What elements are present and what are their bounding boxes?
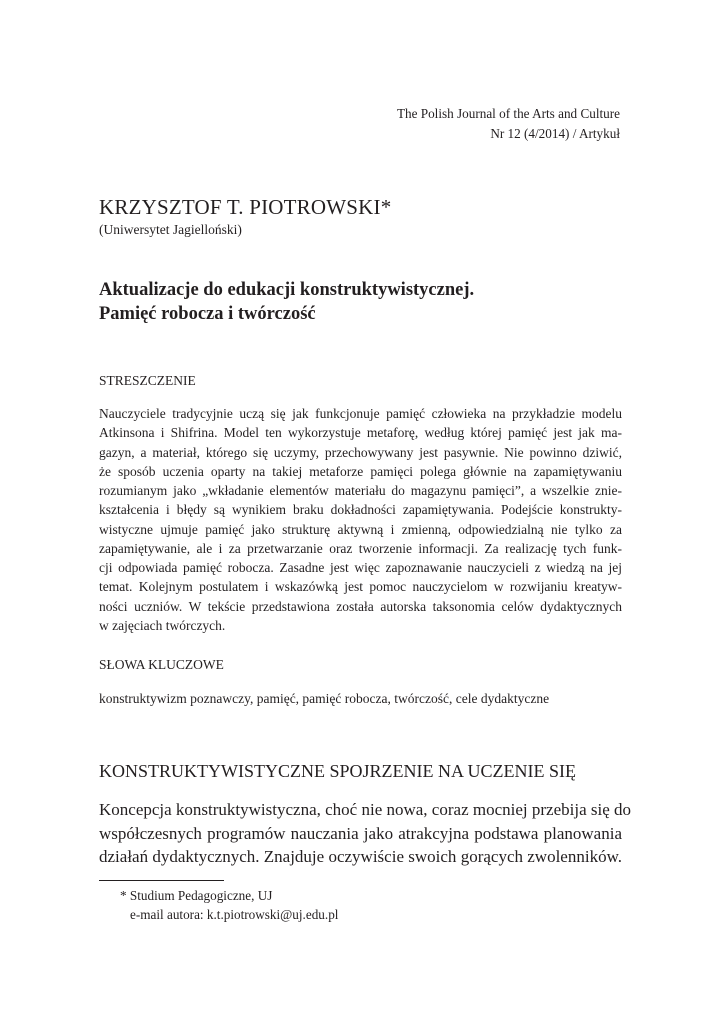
abstract-line: rozumianym jako „wkładanie elementów materiału do magazynu pamięci”, a wszelkie znie- (99, 483, 622, 498)
section-heading: KONSTRUKTYWISTYCZNE SPOJRZENIE NA UCZENIE SIĘ (99, 761, 576, 781)
abstract-line: Atkinsona i Shifrina. Model ten wykorzystuje metaforę, według której pamięć jest jak ma- (99, 425, 622, 441)
title-line: Pamięć robocza i twórczość (99, 304, 316, 324)
footnote-email: e-mail autora: k.t.piotrowski@uj.edu.pl (130, 907, 339, 922)
body-line: Koncepcja konstruktywistyczna, choć nie nowa, coraz mocniej przebija się do (99, 800, 631, 819)
title-line: Aktualizacje do edukacji konstruktywistycznej. (99, 280, 475, 300)
article-title (99, 278, 619, 326)
abstract-text (99, 404, 622, 635)
body-line: współczesnych programów nauczania jako atrakcyjna podstawa planowania (99, 823, 622, 843)
issue-info: Nr 12 (4/2014) / Artykuł (490, 126, 620, 141)
body-line: działań dydaktycznych. Znajduje oczywiście swoich gorących zwolenników. (99, 847, 622, 866)
abstract-line: gazyn, a materiał, którego się uczymy, przechowywany jest pasywnie. Nie powinno dziwić, (99, 444, 622, 460)
abstract-line: zapamiętywanie, ale i za przetwarzanie oraz tworzenie informacji. Za realizację tych funk- (99, 540, 622, 556)
running-header (397, 104, 620, 144)
footnote-divider (99, 880, 224, 881)
abstract-line: cji odpowiada pamięć robocza. Zasadne jest więc zapoznawanie nauczycieli z wiedzą na jej (99, 560, 622, 575)
author-affiliation: (Uniwersytet Jagielloński) (99, 222, 242, 237)
abstract-line: wistyczne ujmuje pamięć jako strukturę aktywną i zmienną, odpowiedzialną nie tylko za (99, 521, 622, 537)
abstract-line: w zajęciach twórczych. (99, 617, 226, 633)
keywords-text: konstruktywizm poznawczy, pamięć, pamięć robocza, twórczość, cele dydaktyczne (99, 691, 550, 706)
abstract-line: temat. Kolejnym postulatem i wskazówką jest pomoc nauczycielom w rozwijaniu kreatyw- (99, 579, 622, 595)
abstract-line: że sposób uczenia oparty na takiej metaforze pamięci polega głównie na zapamiętywaniu (99, 463, 622, 479)
footnote-affiliation: * Studium Pedagogiczne, UJ (120, 888, 273, 903)
author-name: KRZYSZTOF T. PIOTROWSKI* (99, 195, 392, 219)
journal-name: The Polish Journal of the Arts and Culture (396, 106, 620, 121)
body-paragraph (99, 798, 631, 869)
abstract-line: kształcenia i błędy są wynikiem braku dokładności zapamiętywania. Podejście konstrukty- (99, 502, 622, 518)
abstract-line: ności uczniów. W tekście przedstawiona została autorska taksonomia celów dydaktycznych (99, 598, 622, 614)
abstract-heading: STRESZCZENIE (99, 373, 196, 388)
abstract-line: Nauczyciele tradycyjnie uczą się jak funkcjonuje pamięć człowieka na przykładzie modelu (99, 406, 622, 421)
keywords-heading: SŁOWA KLUCZOWE (99, 657, 224, 672)
footnote (120, 886, 338, 924)
